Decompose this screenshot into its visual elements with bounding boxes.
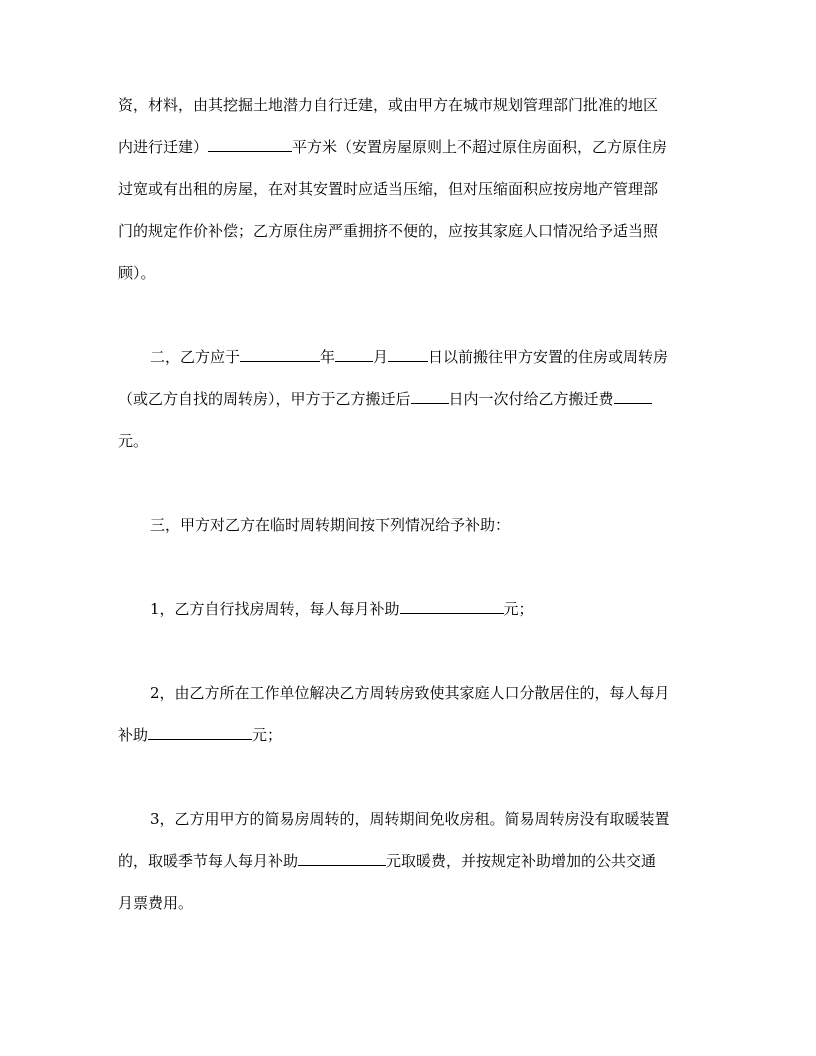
moving-fee-blank [614, 389, 652, 404]
paragraph-1-line-5 [118, 263, 156, 283]
text: 3，乙方用甲方的简易房周转的，周转期间免收房租。简易周转房没有取暖装置 [150, 810, 670, 828]
paragraph-3-line-1 [150, 515, 510, 535]
text: 内进行迁建） [118, 138, 209, 156]
subsidy-blank [148, 725, 252, 740]
paragraph-2-line-2 [118, 389, 652, 409]
paragraph-1-line-2 [118, 137, 667, 157]
subsidy-blank [400, 599, 504, 614]
text: 月 [373, 348, 389, 366]
text: 门的规定作价补偿；乙方原住房严重拥挤不便的，应按其家庭人口情况给予适当照 [118, 222, 659, 240]
text: 顾）。 [118, 264, 156, 282]
text: 年 [320, 348, 336, 366]
paragraph-2-line-1 [150, 347, 668, 367]
text: 过宽或有出租的房屋，在对其安置时应适当压缩，但对压缩面积应按房地产管理部 [118, 180, 659, 198]
text: 资，材料，由其挖掘土地潜力自行迁建，或由甲方在城市规划管理部门批准的地区 [118, 96, 659, 114]
item-3-line-3 [118, 893, 193, 913]
year-blank [240, 347, 320, 362]
text: 的，取暖季节每人每月补助 [118, 852, 299, 870]
paragraph-1-line-1 [118, 95, 658, 115]
text: 三，甲方对乙方在临时周转期间按下列情况给予补助： [150, 516, 511, 534]
text: 二，乙方应于 [150, 348, 241, 366]
paragraph-1-line-3 [118, 179, 658, 199]
item-1-line-1 [150, 599, 534, 619]
days-blank [411, 389, 449, 404]
area-blank [208, 137, 292, 152]
paragraph-1-line-4 [118, 221, 658, 241]
paragraph-2-line-3 [118, 431, 148, 451]
text: 平方米（安置房屋原则上不超过原住房面积，乙方原住房 [292, 138, 668, 156]
text: 元； [503, 600, 534, 618]
text: 补助 [118, 726, 149, 744]
text: （或乙方自找的周转房），甲方于乙方搬迁后 [118, 390, 411, 408]
text: 元； [252, 726, 283, 744]
text: 元取暖费，并按规定补助增加的公共交通 [386, 852, 657, 870]
day-blank [388, 347, 428, 362]
text: 元。 [118, 432, 149, 450]
item-2-line-2 [118, 725, 282, 745]
text: 2，由乙方所在工作单位解决乙方周转房致使其家庭人口分散居住的，每人每月 [150, 684, 670, 702]
month-blank [335, 347, 373, 362]
item-3-line-1 [150, 809, 670, 829]
text: 日内一次付给乙方搬迁费 [448, 390, 614, 408]
text: 月票费用。 [118, 894, 194, 912]
text: 1，乙方自行找房周转，每人每月补助 [150, 600, 400, 618]
text: 日以前搬往甲方安置的住房或周转房 [428, 348, 669, 366]
item-3-line-2 [118, 851, 656, 871]
item-2-line-1 [150, 683, 670, 703]
heating-subsidy-blank [298, 851, 386, 866]
